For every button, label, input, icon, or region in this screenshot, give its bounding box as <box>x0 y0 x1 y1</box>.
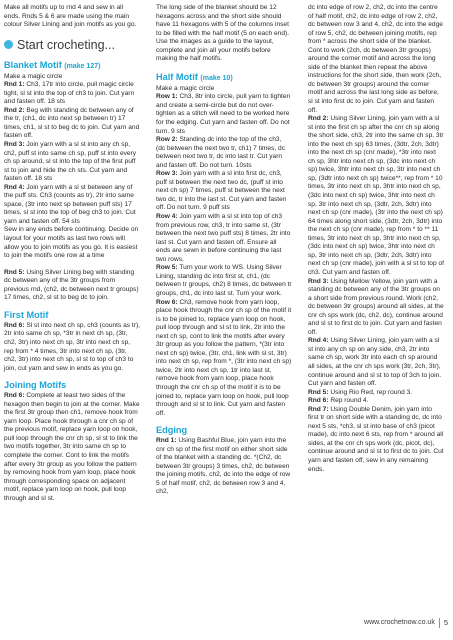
instruction-text: Make a magic circle <box>4 72 63 80</box>
section-heading-half-motif: Half Motif (make 10) <box>156 71 233 82</box>
page-number: 5 <box>443 618 448 627</box>
round-instruction: Rnd 3: Using Mellow Yellow, join yarn with a standing dc between any of the 3tr groups on a short side from previous round. Work (ch2, dc between 3tr groups) around all sides, at the cnr ch sps work (dc, ch2, dc), continue around and sl st to first dc to join. Cut yarn and fasten off. <box>308 277 444 336</box>
column-2 <box>156 4 292 497</box>
round-instruction: Rnd 2: Beg with standing dc between any of the tr, (ch1, dc into next sp between tr) 17 times, ch1, sl st to beg dc to join. Cut yarn and fasten off. <box>4 106 140 140</box>
round-instruction: Rnd 5: Using Silver Lining beg with standing dc between any of the 3tr groups from previous rnd, (ch2, dc between next tr groups) 17 times, ch2, sl st to beg dc to join. <box>4 268 139 302</box>
instruction-text: Sew in any ends before continuing. Decide on layout for your motifs as last two rows will allow you to join motifs as you go. It is easiest to join the motifs one row at a time <box>4 226 139 260</box>
round-instruction: Rnd 4: Using Silver Lining, join yarn with a sl st into any ch sp on any side, ch3, 2tr into same ch sp, work 3tr into each ch sp around all sides, at the cnr ch sps work (3tr, 2ch, 3tr), continue around and sl st to top of 3ch to join. Cut yarn and fasten off. <box>308 337 442 388</box>
round-instruction: Rnd 1: Using Bashful Blue, join yarn into the cnr ch sp of the first motif on either short side of the blanket with a standing dc. *(Ch2, dc between 3tr groups) 3 times, ch2, dc between the joining motifs, ch2, dc into the edge of row 5 of half motif, ch2, dc between row 3 and 4, ch2, <box>156 437 291 496</box>
start-heading <box>4 38 140 52</box>
column-1 <box>4 4 140 503</box>
round-instruction: Rnd 3: Join yarn with a sl st into any ch sp, ch2, puff st into same ch sp, puff st into every ch sp around, sl st into the top of the first puff st to join and hide the ch sts. Cut yarn and fasten off. 18 sts <box>4 141 137 183</box>
intro-text: Make all motifs up to rnd 4 and sew in all ends. Rnds 5 & 6 are made using the main colour Silver Lining and join motifs as you go. <box>4 4 137 29</box>
column-3 <box>308 4 444 474</box>
row-instruction: Row 6: Ch3, remove hook from yarn loop, place hook through the cnr ch sp of the motif it is to be joined to, replace yarn loop on hook, pull loop through and sl st to link, 2tr into the next ch sp, cont to link the motifs after every 3tr group as you follow the pattern, *(3tr into next ch sp) twice, (3tr, ch1, link with sl st, 3tr) into next ch sp, rep from *, (3tr into next ch sp) twice, 2tr into next ch sp, 1tr into last st, remove hook from yarn loop, place hook through the cnr ch sp of the motif it is to be joined to, replace yarn loop on hook, pull loop through and sl st to link. Cut yarn and fasten off. <box>156 298 292 417</box>
page-footer <box>306 617 448 628</box>
intro-text: The long side of the blanket should be 12 hexagons across and the short side should have 11 hexagons with 5 of the columns inset to be filled with the half motif (5 on each end). Use the images as a guide to the layout, complete and join all your motifs before making the half motifs. <box>156 4 290 63</box>
round-instruction: Rnd 6: Rep round 4. <box>308 397 369 405</box>
round-instruction: Rnd 2: Using Silver Lining, join yarn with a sl st into the first ch sp after the cnr ch sp along the short side, ch3, 2tr into the same ch sp, 3tr into the next ch sp) 63 times, (3dtr, 2ch, 3dtr) into the next ch sp (cnr made), *3tr into next ch sp, 3htr into next ch sp, (3dc into next ch sp) twice, 3htr into next ch sp, 3tr into next ch sp, (3dtr into next ch sp) twice**, rep from * 10 times, 3tr into next ch sp, 3htr into next ch sp, (3dc into next ch sp) twice, 3htr into next ch sp, 3tr into next ch sp, (3dtr, 2ch, 3dtr) into next ch sp (cnr made), (3tr into the next ch sp) 64 times along short side, (3dtr, 2ch, 3dtr) into the next ch sp (cnr made), rep from * to ** 11 times, 3tr into next ch sp, 3htr into next ch sp, (3dc into next ch sp) twice, 3htr into next ch sp, 3tr into next ch sp, (3dtr, 2ch, 3dtr) into next ch sp (cnr made), join with a sl st to top of ch3. Cut yarn and fasten off. <box>308 115 444 276</box>
row-instruction: Row 5: Turn your work to WS. Using Silver Lining, standing dc into first st, ch1, (dc between tr groups, ch2) 8 times, dc between tr groups, ch1, dc into last st. Turn your work. <box>156 264 292 297</box>
round-instruction: Rnd 6: Sl st into next ch sp, ch3 (counts as tr), 2tr into same ch sp, *3tr in next ch sp, (3tr, ch2, 3tr) into next ch sp, 3tr into next ch sp, rep from * 4 times, 3tr into next ch sp, (3tr, ch2, 3tr) into next ch sp, sl st to top of ch3 to join, cut yarn and sew in ends as you go. <box>4 321 140 372</box>
round-instruction: Rnd 1: Ch3, 17tr into circle, pull magic circle tight, sl st into the top of ch3 to join. Cut yarn and fasten off. 18 sts <box>4 81 135 106</box>
footer-url[interactable]: www.crochetnow.co.uk <box>364 619 435 626</box>
row-instruction: Row 1: Ch3, 8tr into circle, pull yarn to tighten and create a semi-circle but do not over-tighten as a stitch will need to be worked here for the edging. Cut yarn and fasten off. Do not turn. 9 sts <box>156 93 291 135</box>
row-instruction: Row 2: Standing dc into the top of the ch3, (dc between the next two tr, ch1) 7 times, dc between next two tr, dc into last tr. Cut yarn and fasten off. Do not turn. 10sts <box>156 136 286 169</box>
start-heading-text: Start crocheting... <box>17 37 115 52</box>
section-heading-edging: Edging <box>156 425 188 436</box>
round-instruction: Rnd 6: Complete at least two sides of the hexagon then begin to join at the corner. Make the first 3tr group then ch1, remove hook from yarn loop. Place hook through a cnr ch sp of the previous motif, replace yarn loop on hook, pull loop through the cnr ch sp, sl st to link the two motifs together, 3tr into same ch sp to complete the corner. Cont to link the motifs after every 3tr group as you follow the pattern by removing hook from yarn loop, place hook through corresponding space on adjacent motif, replace yarn loop on hook, pull loop through and sl st. <box>4 392 140 502</box>
instruction-text: Make a magic circle <box>156 84 215 92</box>
row-instruction: Row 3: Join yarn with a sl into first dc, ch3, puff st between the next two dc, (puff st into next ch sp) 7 times, puff st between the next two dc, tr into the last st. Cut yarn and fasten off. Do not turn. 9 puff sts <box>156 170 287 212</box>
section-heading-blanket-motif: Blanket Motif (make 127) <box>4 59 101 70</box>
section-heading-joining-motifs: Joining Motifs <box>4 380 67 391</box>
round-instruction: Rnd 4: Join yarn with a sl st between any of the puff sts. Ch3 (counts as tr), 2tr into same space, (3tr into next sp between puff sts) 17 times, sl st into the top of beg ch3 to join. Cut yarn and fasten off. 54 sts <box>4 183 136 225</box>
continued-text: dc into edge of row 2, ch2, dc into the centre of half motif, ch2, dc into edge of row 2, ch2, dc between row 3 and 4, ch2, dc into the edge of row 5, ch2, dc between joining motifs, rep from * across the short side of the blanket. Cont to work (2ch, dc between 3tr groups) around the corner motif and across the long side of the blanket then repeat the above instructions for the short side, then work (2ch, dc between 3tr groups) around the corner motif and across the last long side as before, sl st into first dc to join. Cut yarn and fasten off. <box>308 4 443 114</box>
bullet-dot-icon <box>4 40 13 49</box>
row-instruction: Row 4: Join yarn with a sl st into top of ch3 from previous row, ch3, tr into same st, (3tr between the next two puff sts) 8 times, 2tr into last st. Cut yarn and fasten off. Ensure all ends are sewn in before continuing the last two rows. <box>156 213 291 263</box>
round-instruction: Rnd 5: Using Rio Red, rep round 3. <box>308 388 413 396</box>
section-heading-first-motif: First Motif <box>4 309 49 320</box>
footer-divider <box>439 618 440 628</box>
round-instruction: Rnd 7: Using Double Denim, join yarn into first tr on short side with a standing dc, dc into next 5 sts, *ch3, sl st into base of ch3 (picot made), dc into next 6 sts, rep from * around all sides, at the cnr ch sps work (dc, picot, dc), continue around and sl st to first dc to join. Cut yarn and fasten off, sew in any remaining ends. <box>308 405 444 473</box>
